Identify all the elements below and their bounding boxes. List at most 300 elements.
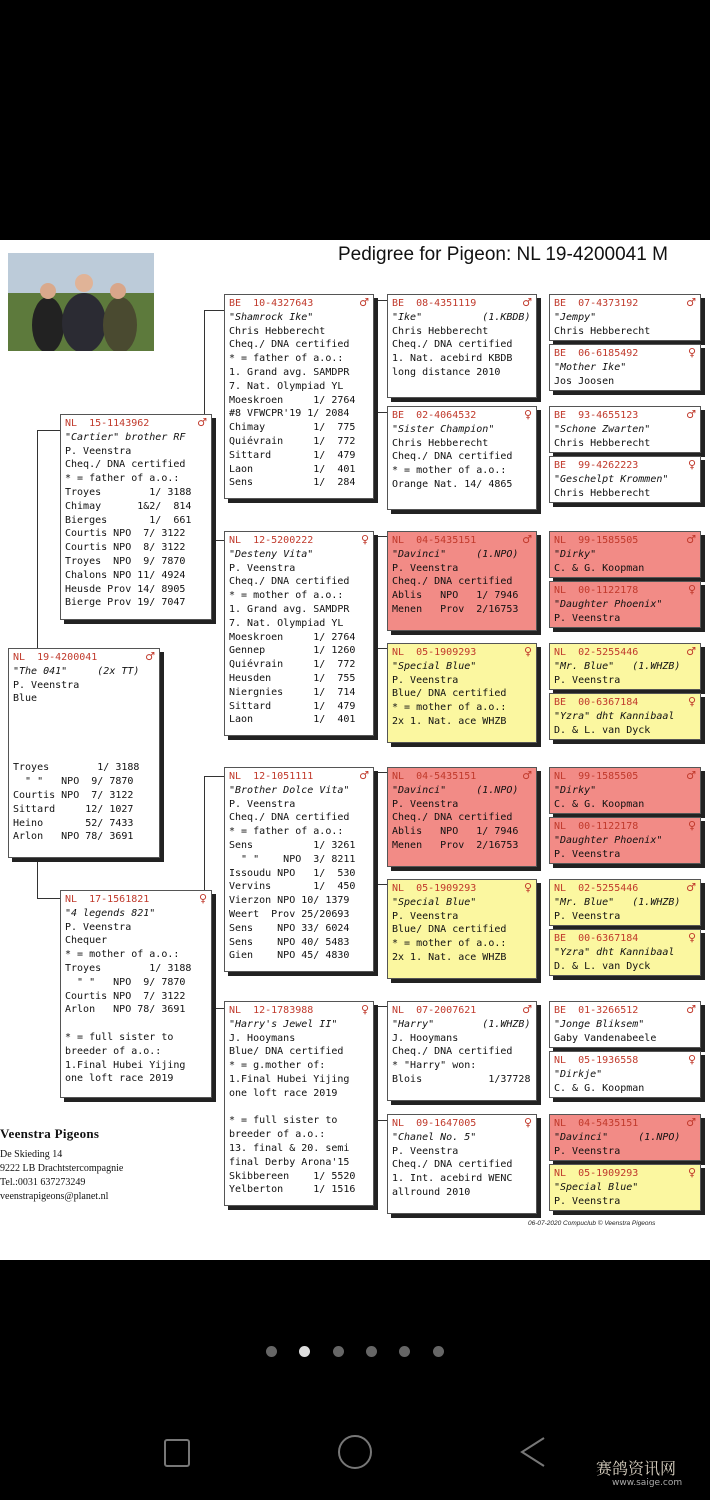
female-icon: ♀ (687, 931, 696, 944)
pigeon-name: "The 041" (2x TT) (13, 665, 140, 677)
pigeon-detail-line: P. Veenstra (229, 562, 296, 574)
pigeon-name: "Yzra" dht Kannibaal (554, 946, 675, 958)
pedigree-card-dss[interactable] (387, 767, 537, 867)
pigeon-detail-line: one loft race 2019 (65, 1073, 174, 1085)
ring-header (554, 347, 696, 361)
ring-header (554, 1117, 696, 1131)
male-icon: ♂ (686, 769, 696, 782)
pedigree-card-dsd[interactable] (387, 879, 537, 979)
ring-header (392, 882, 532, 896)
pedigree-card-g4[interactable] (549, 456, 701, 503)
pigeon-detail-line: P. Veenstra (554, 910, 621, 922)
pigeon-detail-line: Blue/ DNA certified (392, 924, 507, 936)
pedigree-card-ds[interactable] (224, 767, 374, 972)
ring-number: NL 05-1909293 (554, 1168, 639, 1179)
ring-number: NL 00-1122178 (554, 585, 639, 596)
pigeon-detail-line: Moeskroen 1/ 2764 (229, 394, 356, 406)
pigeon-detail-line: Ablis NPO 1/ 7946 (392, 826, 519, 838)
pigeon-detail-line: Chris Hebberecht (392, 325, 489, 337)
breeder-address-1: De Skieding 14 (0, 1149, 63, 1160)
pigeon-detail-line: Chris Hebberecht (554, 325, 651, 337)
pigeon-detail-line: Troyes 1/ 3188 (13, 762, 140, 774)
page-dot-1[interactable] (266, 1346, 277, 1357)
pigeon-name: "Daughter Phoenix" (554, 834, 663, 846)
ring-header (392, 297, 532, 311)
pedigree-card-g14[interactable] (549, 1051, 701, 1098)
pigeon-name: "Ike" (1.KBDB) (392, 311, 531, 323)
pigeon-detail-line: C. & G. Koopman (554, 562, 645, 574)
page-title: Pedigree for Pigeon: NL 19-4200041 M (338, 244, 668, 265)
pigeon-name: "Brother Dolce Vita" (229, 784, 350, 796)
pigeon-detail-line: Heino 52/ 7433 (13, 817, 134, 829)
pedigree-card-dd[interactable] (224, 1001, 374, 1206)
pigeon-detail-line: D. & L. van Dyck (554, 960, 651, 972)
pigeon-detail-line: * = full sister to (65, 1031, 174, 1043)
pigeon-name: "Schone Zwarten" (554, 423, 651, 435)
ring-number: BE 02-4064532 (392, 410, 477, 421)
ring-number: BE 01-3266512 (554, 1005, 639, 1016)
pigeon-detail-line: " " NPO 9/ 7870 (65, 976, 186, 988)
pigeon-detail-line: Troyes NPO 9/ 7870 (65, 555, 186, 567)
ring-number: NL 17-1561821 (65, 894, 150, 905)
pigeon-detail-line: D. & L. van Dyck (554, 724, 651, 736)
pedigree-card-g12[interactable] (549, 929, 701, 976)
pigeon-detail-line: final Derby Arona'15 (229, 1156, 350, 1168)
pedigree-card-sire[interactable] (60, 414, 212, 620)
pigeon-detail-line: Laon 1/ 401 (229, 463, 356, 475)
pedigree-card-g1[interactable] (549, 294, 701, 341)
female-icon: ♀ (198, 892, 207, 905)
pigeon-detail-line: P. Veenstra (554, 612, 621, 624)
pigeon-detail-line: 7. Nat. Olympiad YL (229, 380, 344, 392)
pigeon-detail-line: Menen Prov 2/16753 (392, 839, 519, 851)
pigeon-detail-line: * = full sister to (229, 1115, 338, 1127)
pigeon-detail-line: Gennep 1/ 1260 (229, 645, 356, 657)
pedigree-card-ssd[interactable] (387, 406, 537, 510)
pigeon-detail-line: Heusde Prov 14/ 8905 (65, 583, 186, 595)
ring-header (554, 882, 696, 896)
pigeon-detail-line: * = g.mother of: (229, 1060, 326, 1072)
ring-header (13, 651, 155, 665)
pigeon-detail-line: Arlon NPO 78/ 3691 (65, 1004, 186, 1016)
pigeon-name: "Dirkje" (554, 1068, 603, 1080)
pigeon-detail-line: Blois 1/37728 (392, 1073, 531, 1085)
pigeon-detail-line: Gaby Vandenabeele (554, 1032, 657, 1044)
ring-header (554, 932, 696, 946)
ring-header (229, 770, 369, 784)
ring-header (229, 297, 369, 311)
pigeon-detail-line: Chris Hebberecht (229, 325, 326, 337)
pedigree-card-g7[interactable] (549, 643, 701, 690)
pigeon-detail-line: P. Veenstra (554, 848, 621, 860)
pigeon-detail-line: Sittard 1/ 479 (229, 700, 356, 712)
pigeon-detail-line: * = mother of a.o.: (65, 949, 180, 961)
pigeon-detail-line (229, 1101, 369, 1115)
pigeon-name: "Mr. Blue" (1.WHZB) (554, 660, 681, 672)
pigeon-detail-line: Quiévrain 1/ 772 (229, 659, 356, 671)
ring-number: NL 02-5255446 (554, 647, 639, 658)
female-icon: ♀ (687, 695, 696, 708)
pigeon-name: "Harry's Jewel II" (229, 1018, 338, 1030)
pigeon-detail-line: Cheq./ DNA certified (392, 576, 513, 588)
pigeon-detail-line: Courtis NPO 7/ 3122 (65, 990, 186, 1002)
pigeon-detail-line: Gien NPO 45/ 4830 (229, 950, 350, 962)
ring-number: NL 05-1936558 (554, 1055, 639, 1066)
page-dot-4[interactable] (366, 1346, 377, 1357)
pigeon-name: "Davinci" (1.NPO) (392, 784, 519, 796)
pigeon-detail-line: Cheq./ DNA certified (65, 459, 186, 471)
pedigree-card-g15[interactable] (549, 1114, 701, 1161)
pigeon-detail-line: Courtis NPO 7/ 3122 (65, 528, 186, 540)
pigeon-detail-line: allround 2010 (392, 1186, 471, 1198)
male-icon: ♂ (522, 769, 532, 782)
pigeon-detail-line: 1. Grand avg. SAMDPR (229, 366, 350, 378)
breeder-email[interactable]: veenstrapigeons@planet.nl (0, 1191, 109, 1202)
male-icon: ♂ (686, 645, 696, 658)
female-icon: ♀ (687, 819, 696, 832)
pedigree-card-sds[interactable] (387, 531, 537, 631)
pedigree-card-g16[interactable] (549, 1164, 701, 1211)
pigeon-detail-line: Sens 1/ 284 (229, 477, 356, 489)
male-icon: ♂ (686, 1116, 696, 1129)
pigeon-detail-line: 7. Nat. Olympiad YL (229, 617, 344, 629)
pigeon-detail-line: C. & G. Koopman (554, 798, 645, 810)
pigeon-detail-line: Cheq./ DNA certified (392, 339, 513, 351)
ring-number: NL 99-1585505 (554, 535, 639, 546)
pedigree-card-g8[interactable] (549, 693, 701, 740)
pigeon-detail-line: P. Veenstra (229, 798, 296, 810)
ring-number: NL 07-2007621 (392, 1005, 477, 1016)
pigeon-detail-line: Blue/ DNA certified (229, 1046, 344, 1058)
ring-header (554, 534, 696, 548)
ring-number: BE 00-6367184 (554, 933, 639, 944)
pedigree-card-g10[interactable] (549, 817, 701, 864)
female-icon: ♀ (687, 458, 696, 471)
pigeon-detail-line: C. & G. Koopman (554, 1082, 645, 1094)
pigeon-name: "Chanel No. 5" (392, 1131, 477, 1143)
female-icon: ♀ (687, 346, 696, 359)
recent-apps-icon[interactable] (164, 1439, 190, 1467)
pigeon-detail-line: 2x 1. Nat. ace WHZB (392, 715, 507, 727)
male-icon: ♂ (686, 296, 696, 309)
page-dot-2[interactable] (299, 1346, 310, 1357)
pigeon-detail-line: Chimay 1/ 775 (229, 422, 356, 434)
pedigree-card-ss[interactable] (224, 294, 374, 499)
pigeon-detail-line: Cheq./ DNA certified (392, 451, 513, 463)
ring-number: BE 93-4655123 (554, 410, 639, 421)
pigeon-detail-line: P. Veenstra (392, 1145, 459, 1157)
ring-number: BE 06-6185492 (554, 348, 639, 359)
pigeon-detail-line: one loft race 2019 (229, 1087, 338, 1099)
pigeon-name: "Davinci" (1.NPO) (554, 1131, 681, 1143)
pigeon-detail-line: Chequer (65, 935, 108, 947)
pigeon-detail-line: Courtis NPO 8/ 3122 (65, 542, 186, 554)
pigeon-detail-line: breeder of a.o.: (65, 1045, 162, 1057)
pigeon-detail-line: Vierzon NPO 10/ 1379 (229, 895, 350, 907)
pigeon-name: "Dirky" (554, 548, 597, 560)
male-icon: ♂ (197, 416, 207, 429)
ring-number: BE 08-4351119 (392, 298, 477, 309)
pigeon-detail-line: Chimay 1&2/ 814 (65, 500, 192, 512)
pigeon-detail-line: Cheq./ DNA certified (229, 576, 350, 588)
ring-header (554, 459, 696, 473)
pigeon-name: "Davinci" (1.NPO) (392, 548, 519, 560)
pigeon-detail-line: " " NPO 9/ 7870 (13, 776, 134, 788)
breeder-phone: Tel.:0031 637273249 (0, 1177, 86, 1188)
pedigree-card-g5[interactable] (549, 531, 701, 578)
pigeon-detail-line: Chris Hebberecht (392, 437, 489, 449)
ring-number: BE 10-4327643 (229, 298, 314, 309)
pedigree-card-g3[interactable] (549, 406, 701, 453)
pedigree-card-g9[interactable] (549, 767, 701, 814)
pigeon-detail-line: * "Harry" won: (392, 1060, 477, 1072)
ring-header (392, 646, 532, 660)
female-icon: ♀ (687, 1053, 696, 1066)
female-icon: ♀ (360, 533, 369, 546)
pigeon-name: "Jempy" (554, 311, 597, 323)
ring-header (229, 534, 369, 548)
pigeon-detail-line: J. Hooymans (229, 1032, 296, 1044)
pigeon-detail-line (65, 1017, 207, 1031)
pigeon-detail-line: P. Veenstra (554, 1145, 621, 1157)
pigeon-detail-line: Laon 1/ 401 (229, 714, 356, 726)
pigeon-detail-line: P. Veenstra (554, 674, 621, 686)
ring-header (554, 820, 696, 834)
male-icon: ♂ (686, 408, 696, 421)
male-icon: ♂ (359, 296, 369, 309)
pigeon-detail-line: P. Veenstra (65, 445, 132, 457)
pigeon-detail-line: Cheq./ DNA certified (392, 812, 513, 824)
pigeon-detail-line: 1. Grand avg. SAMDPR (229, 603, 350, 615)
ring-header (392, 534, 532, 548)
pigeon-detail-line: " " NPO 3/ 8211 (229, 853, 356, 865)
pigeon-detail-line: Skibbereen 1/ 5520 (229, 1170, 356, 1182)
pigeon-detail-line: Weert Prov 25/20693 (229, 908, 350, 920)
ring-header (554, 1004, 696, 1018)
pedigree-card-ddd[interactable] (387, 1114, 537, 1214)
ring-number: NL 05-1909293 (392, 883, 477, 894)
pigeon-name: "Daughter Phoenix" (554, 598, 663, 610)
pigeon-detail-line: Bierges 1/ 661 (65, 514, 192, 526)
pigeon-detail-line: * = mother of a.o.: (392, 465, 507, 477)
pedigree-card-sdd[interactable] (387, 643, 537, 743)
pigeon-detail-line: Issoudu NPO 1/ 530 (229, 867, 356, 879)
ring-number: NL 12-1051111 (229, 771, 314, 782)
pigeon-detail-line: 1. Int. acebird WENC (392, 1173, 513, 1185)
pigeon-detail-line: Cheq./ DNA certified (229, 812, 350, 824)
ring-header (229, 1004, 369, 1018)
male-icon: ♂ (359, 769, 369, 782)
pigeon-detail-line: Arlon NPO 78/ 3691 (13, 831, 134, 843)
ring-header (554, 297, 696, 311)
pigeon-detail-line: 1. Nat. acebird KBDB (392, 353, 513, 365)
pigeon-detail-line: Sittard 1/ 479 (229, 449, 356, 461)
ring-number: NL 00-1122178 (554, 821, 639, 832)
pigeon-detail-line: Cheq./ DNA certified (392, 1046, 513, 1058)
ring-number: BE 00-6367184 (554, 697, 639, 708)
pigeon-detail-line: 2x 1. Nat. ace WHZB (392, 951, 507, 963)
pigeon-detail-line: Chris Hebberecht (554, 437, 651, 449)
ring-header (554, 584, 696, 598)
page-dot-5[interactable] (399, 1346, 410, 1357)
pedigree-card-g6[interactable] (549, 581, 701, 628)
ring-number: NL 04-5435151 (392, 535, 477, 546)
breeder-name: Veenstra Pigeons (0, 1126, 100, 1141)
pedigree-card-main[interactable] (8, 648, 160, 858)
pigeon-detail-line: Cheq./ DNA certified (392, 1159, 513, 1171)
pigeon-detail-line: Heusden 1/ 755 (229, 672, 356, 684)
pigeon-name: "Dirky" (554, 784, 597, 796)
watermark-url: www.saige.com (612, 1478, 683, 1488)
pigeon-name: "Sister Champion" (392, 423, 495, 435)
pigeon-name: "Cartier" brother RF (65, 431, 186, 443)
ring-number: BE 99-4262223 (554, 460, 639, 471)
pigeon-detail-line: * = father of a.o.: (229, 826, 344, 838)
pigeon-detail-line: Chalons NPO 11/ 4924 (65, 569, 186, 581)
ring-number: BE 07-4373192 (554, 298, 639, 309)
pedigree-card-g2[interactable] (549, 344, 701, 391)
pigeon-detail-line (13, 706, 155, 720)
ring-header (392, 1004, 532, 1018)
pigeon-detail-line: 1.Final Hubei Yijing (65, 1059, 186, 1071)
pigeon-detail-line (13, 734, 155, 748)
pedigree-card-sss[interactable] (387, 294, 537, 398)
pigeon-detail-line: J. Hooymans (392, 1032, 459, 1044)
ring-number: NL 04-5435151 (392, 771, 477, 782)
female-icon: ♀ (523, 881, 532, 894)
male-icon: ♂ (145, 650, 155, 663)
pigeon-detail-line: P. Veenstra (65, 921, 132, 933)
pigeon-detail-line: Niergnies 1/ 714 (229, 686, 356, 698)
pigeon-detail-line: * = mother of a.o.: (392, 938, 507, 950)
ring-header (554, 646, 696, 660)
page-dot-6[interactable] (433, 1346, 444, 1357)
pigeon-detail-line: Yelberton 1/ 1516 (229, 1184, 356, 1196)
ring-header (65, 417, 207, 431)
pigeon-name: "Special Blue" (392, 896, 477, 908)
male-icon: ♂ (522, 296, 532, 309)
pigeon-name: "Mr. Blue" (1.WHZB) (554, 896, 681, 908)
pigeon-detail-line: Bierge Prov 19/ 7047 (65, 597, 186, 609)
pigeon-detail-line (13, 720, 155, 734)
ring-header (554, 1054, 696, 1068)
pedigree-card-dds[interactable] (387, 1001, 537, 1101)
pigeon-detail-line: * = father of a.o.: (229, 353, 344, 365)
pigeon-detail-line: Troyes 1/ 3188 (65, 962, 192, 974)
pigeon-name: "4 legends 821" (65, 907, 156, 919)
male-icon: ♂ (522, 1003, 532, 1016)
pigeon-detail-line: Vervins 1/ 450 (229, 881, 356, 893)
ring-number: NL 19-4200041 (13, 652, 98, 663)
male-icon: ♂ (522, 533, 532, 546)
breeder-address-2: 9222 LB Drachtstercompagnie (0, 1163, 124, 1174)
pigeon-detail-line: Chris Hebberecht (554, 487, 651, 499)
back-icon[interactable] (518, 1436, 548, 1468)
pigeon-detail-line: * = mother of a.o.: (229, 590, 344, 602)
female-icon: ♀ (360, 1003, 369, 1016)
pigeon-detail-line: * = father of a.o.: (65, 473, 180, 485)
pigeon-detail-line: Orange Nat. 14/ 4865 (392, 478, 513, 490)
male-icon: ♂ (686, 881, 696, 894)
home-icon[interactable] (338, 1435, 372, 1469)
ring-header (554, 1167, 696, 1181)
print-credit: 06-07-2020 Compuclub © Veenstra Pigeons (528, 1220, 656, 1227)
ring-number: NL 04-5435151 (554, 1118, 639, 1129)
pigeon-detail-line: Courtis NPO 7/ 3122 (13, 789, 134, 801)
female-icon: ♀ (687, 1166, 696, 1179)
ring-number: NL 99-1585505 (554, 771, 639, 782)
pigeon-detail-line: 1.Final Hubei Yijing (229, 1073, 350, 1085)
pigeon-detail-line: P. Veenstra (554, 1195, 621, 1207)
ring-number: NL 05-1909293 (392, 647, 477, 658)
ring-number: NL 12-5200222 (229, 535, 314, 546)
pigeon-detail-line: P. Veenstra (392, 562, 459, 574)
ring-header (554, 696, 696, 710)
pigeon-detail-line: Menen Prov 2/16753 (392, 603, 519, 615)
male-icon: ♂ (686, 1003, 696, 1016)
pigeon-detail-line: Blue (13, 693, 38, 705)
pigeon-detail-line: Sittard 12/ 1027 (13, 803, 134, 815)
pigeon-detail-line: Ablis NPO 1/ 7946 (392, 590, 519, 602)
pigeon-detail-line: P. Veenstra (13, 679, 80, 691)
page-dot-3[interactable] (333, 1346, 344, 1357)
pigeon-detail-line: * = mother of a.o.: (392, 702, 507, 714)
pigeon-detail-line: Cheq./ DNA certified (229, 339, 350, 351)
pigeon-detail-line: 13. final & 20. semi (229, 1142, 350, 1154)
pigeon-detail-line: P. Veenstra (392, 798, 459, 810)
pedigree-card-g13[interactable] (549, 1001, 701, 1048)
pigeon-detail-line: Jos Joosen (554, 375, 615, 387)
female-icon: ♀ (523, 408, 532, 421)
ring-header (65, 893, 207, 907)
ring-number: NL 15-1143962 (65, 418, 150, 429)
ring-header (392, 770, 532, 784)
ring-header (392, 409, 532, 423)
pigeon-name: "Yzra" dht Kannibaal (554, 710, 675, 722)
pigeon-detail-line: Sens NPO 40/ 5483 (229, 936, 350, 948)
pigeon-name: "Shamrock Ike" (229, 311, 314, 323)
watermark-text: 赛鸽资讯网 (596, 1459, 677, 1478)
breeders-photo (8, 253, 154, 351)
ring-header (392, 1117, 532, 1131)
pigeon-detail-line: long distance 2010 (392, 366, 501, 378)
pigeon-name: "Special Blue" (392, 660, 477, 672)
pigeon-name: "Harry" (1.WHZB) (392, 1018, 531, 1030)
female-icon: ♀ (523, 1116, 532, 1129)
pigeon-name: "Mother Ike" (554, 361, 627, 373)
ring-number: NL 12-1783988 (229, 1005, 314, 1016)
pigeon-name: "Jonge Bliksem" (554, 1018, 645, 1030)
pigeon-detail-line (13, 748, 155, 762)
female-icon: ♀ (523, 645, 532, 658)
pigeon-detail-line: Blue/ DNA certified (392, 688, 507, 700)
ring-header (554, 770, 696, 784)
female-icon: ♀ (687, 583, 696, 596)
pigeon-detail-line: Moeskroen 1/ 2764 (229, 631, 356, 643)
pedigree-card-dam[interactable] (60, 890, 212, 1098)
pigeon-name: "Special Blue" (554, 1181, 639, 1193)
pigeon-detail-line: #8 VFWCPR'19 1/ 2084 (229, 408, 350, 420)
pedigree-card-g11[interactable] (549, 879, 701, 926)
ring-header (554, 409, 696, 423)
pigeon-name: "Desteny Vita" (229, 548, 314, 560)
ring-number: NL 09-1647005 (392, 1118, 477, 1129)
pigeon-detail-line: Quiévrain 1/ 772 (229, 435, 356, 447)
pigeon-detail-line: Troyes 1/ 3188 (65, 486, 192, 498)
male-icon: ♂ (686, 533, 696, 546)
pigeon-detail-line: Sens 1/ 3261 (229, 839, 356, 851)
pedigree-card-sd[interactable] (224, 531, 374, 736)
